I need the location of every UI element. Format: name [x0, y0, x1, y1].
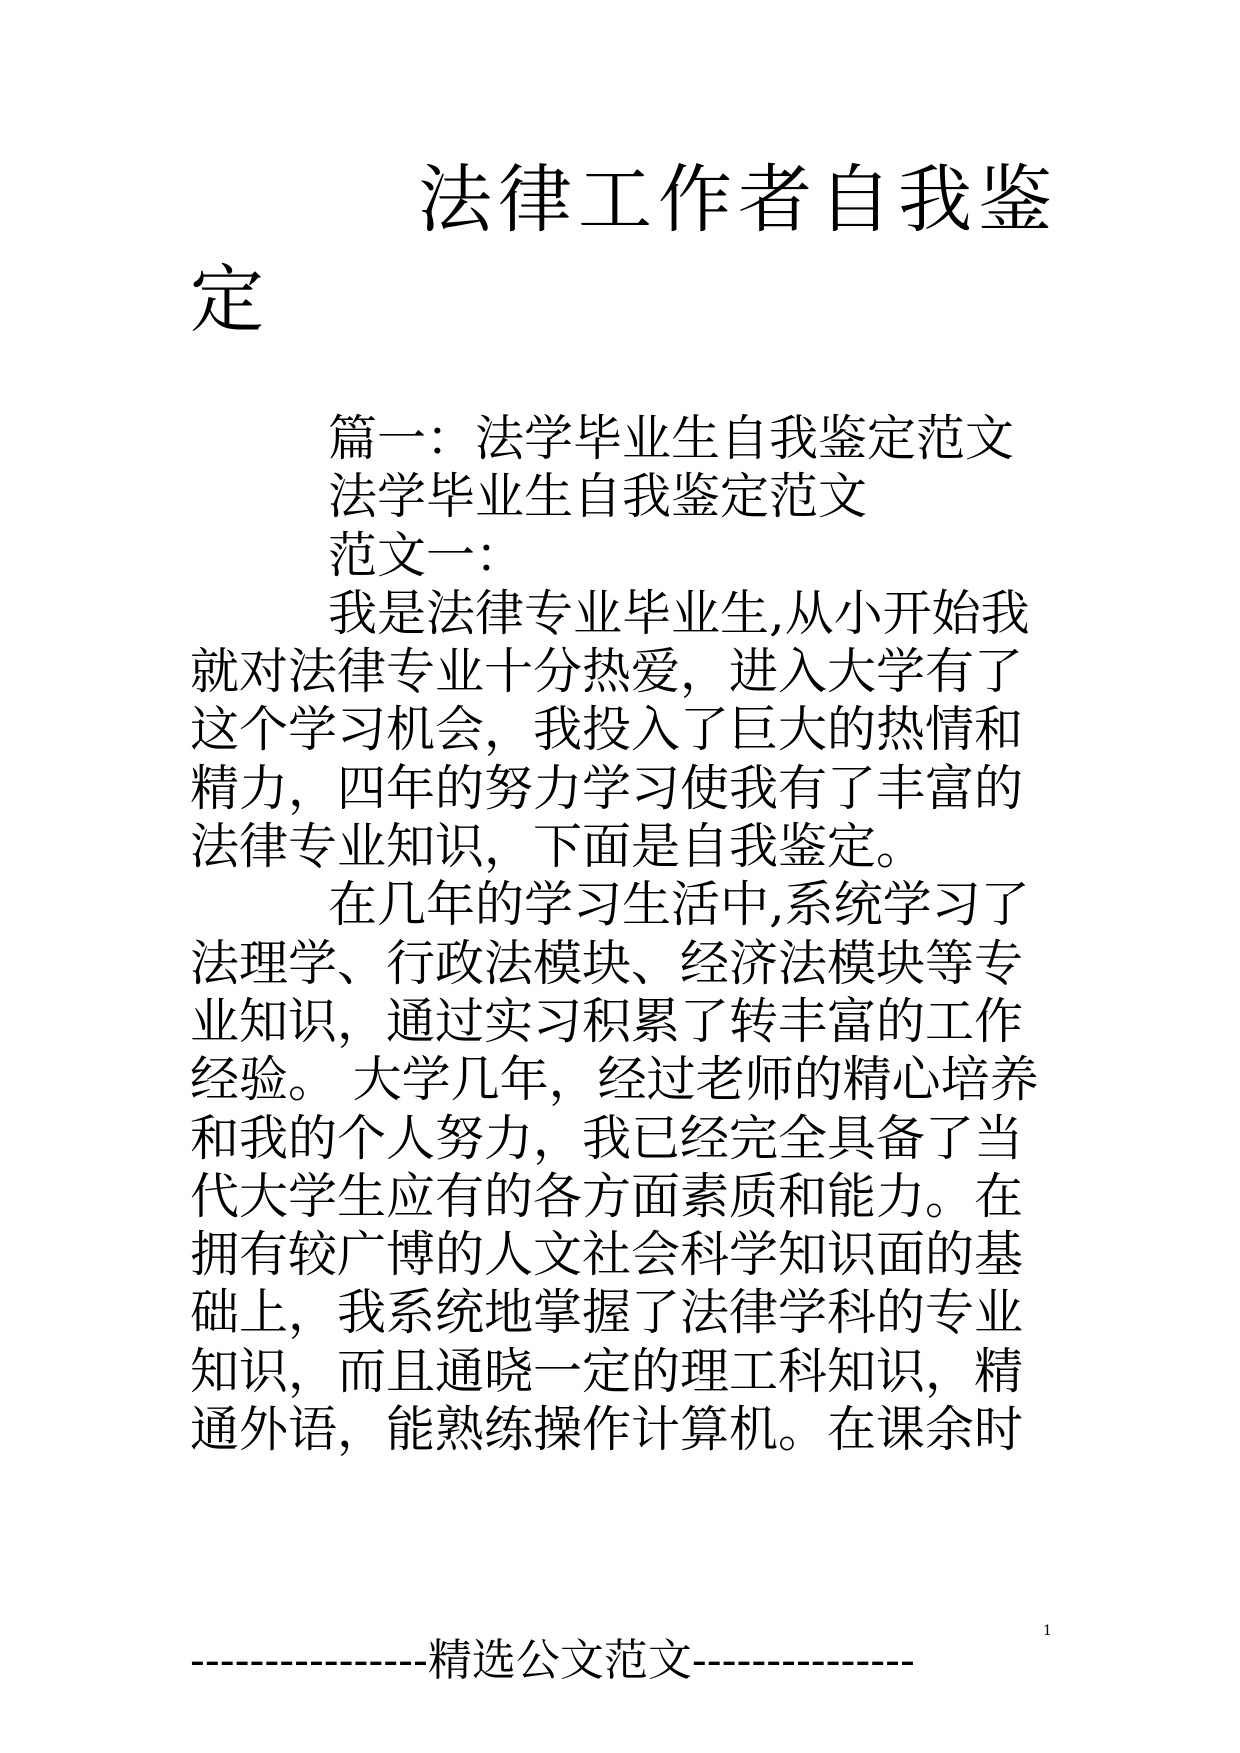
paragraph-line: 法理学、行政法模块、经济法模块等专	[190, 934, 1024, 992]
title-line-2: 定	[190, 257, 264, 343]
paragraph-line: 这个学习机会，我投入了巨大的热情和	[190, 701, 1024, 759]
page-number: 1	[1043, 1623, 1052, 1639]
paragraph-line: 在几年的学习生活中,系统学习了	[328, 876, 1030, 934]
document-body	[190, 410, 1050, 1459]
paragraph-line: 知识，而且通晓一定的理工科知识，精	[190, 1342, 1024, 1400]
subheading: 法学毕业生自我鉴定范文	[328, 468, 868, 526]
sample-label: 范文一：	[328, 526, 525, 584]
paragraph-line: 拥有较广博的人文社会科学知识面的基	[190, 1226, 1024, 1284]
paragraph-line: 就对法律专业十分热爱，进入大学有了	[190, 643, 1024, 701]
document-title	[190, 150, 1060, 350]
paragraph-line: 业知识，通过实习积累了转丰富的工作	[190, 992, 1024, 1050]
paragraph-line: 我是法律专业毕业生,从小开始我	[328, 584, 1030, 642]
paragraph-line: 通外语，能熟练操作计算机。在课余时	[190, 1401, 1024, 1459]
section-heading: 篇一：法学毕业生自我鉴定范文	[328, 410, 1015, 467]
paragraph-line: 法律专业知识，下面是自我鉴定。	[190, 818, 926, 876]
title-line-1: 法律工作者自我鉴	[418, 157, 1058, 243]
paragraph-line: 代大学生应有的各方面素质和能力。在	[190, 1167, 1024, 1225]
paragraph-line: 础上，我系统地掌握了法律学科的专业	[190, 1284, 1024, 1342]
paragraph-line: 精力，四年的努力学习使我有了丰富的	[190, 759, 1024, 817]
paragraph-line: 经验。 大学几年，经过老师的精心培养	[190, 1051, 1039, 1109]
paragraph-line: 和我的个人努力，我已经完全具备了当	[190, 1109, 1024, 1167]
page-footer: ----------------精选公文范文---------------	[190, 1635, 915, 1686]
